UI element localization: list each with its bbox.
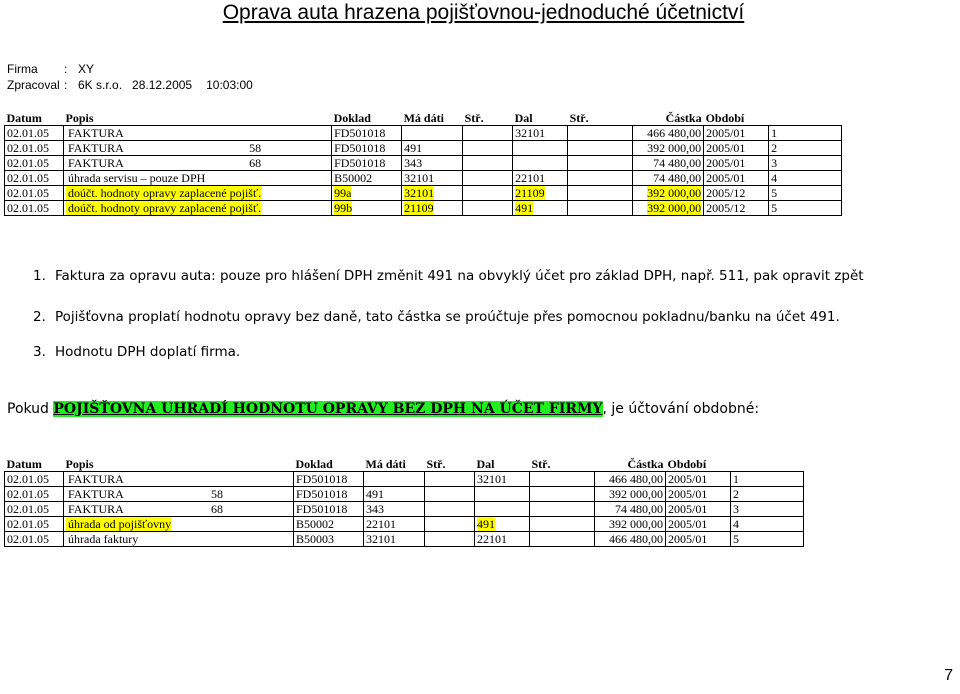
cell-madati-value: 32101: [404, 186, 435, 200]
note-number: 2.: [33, 309, 46, 325]
cell-castka-value: 74 480,00: [653, 171, 702, 185]
column-header-castka: Částka: [665, 110, 702, 125]
cell-doklad: [294, 532, 364, 547]
cell-madati-value: 22101: [366, 517, 396, 531]
cell-popis-number: [261, 126, 329, 140]
cell-doklad: [332, 171, 402, 186]
cell-cislo-value: 4: [771, 171, 778, 185]
cell-madati: [364, 502, 425, 517]
cell-popis-text: doúčt. hodnoty opravy zaplacené pojišť.: [68, 201, 262, 215]
column-header-madati: Má dáti: [365, 456, 406, 471]
cell-obdobi: [666, 517, 731, 532]
cell-castka: [633, 186, 704, 201]
note-item: [33, 268, 864, 284]
cell-castka-value: 392 000,00: [647, 186, 702, 200]
cell-popis-number: 68: [211, 502, 223, 516]
cell-castka: [595, 487, 666, 502]
cell-datum: [5, 186, 64, 201]
cell-popis-number: [261, 171, 329, 185]
cell-obdobi-value: 2005/01: [706, 171, 746, 185]
table-row: [5, 186, 842, 201]
cell-datum: [5, 517, 64, 532]
cell-doklad-value: FD501018: [334, 156, 386, 170]
cell-doklad: [332, 201, 402, 216]
cell-str2: [568, 126, 633, 141]
cell-str1: [425, 502, 475, 517]
column-header-castka: Částka: [627, 456, 664, 471]
zpracoval-label: Zpracoval: [7, 78, 60, 92]
cell-cislo: [769, 186, 842, 201]
cell-datum: [5, 472, 64, 487]
processing-date: 28.12.2005: [132, 78, 193, 92]
cell-madati-value: 491: [404, 141, 423, 155]
cell-popis-number: 58: [211, 487, 223, 501]
cell-dal-value: 491: [515, 201, 534, 215]
cell-datum: [5, 502, 64, 517]
cell-popis-text: úhrada od pojišťovny: [68, 517, 172, 531]
cell-doklad-value: FD501018: [296, 487, 348, 501]
cell-doklad-value: FD501018: [296, 472, 348, 486]
cell-obdobi: [704, 126, 769, 141]
cell-madati-value: 32101: [366, 532, 396, 546]
cell-dal-value: 32101: [515, 126, 546, 140]
firma-row: [7, 61, 253, 77]
cell-castka: [633, 171, 704, 186]
note-text: Pojišťovna proplatí hodnotu opravy bez daně, tato částka se proúčtuje přes pomocnou pokladnu/banku na účet 491.: [55, 309, 840, 325]
note-item: [33, 344, 240, 360]
cell-datum: [5, 141, 64, 156]
cell-str1: [425, 532, 475, 547]
cell-castka-value: 466 480,00: [647, 126, 702, 140]
table-row: [5, 472, 804, 487]
column-header-obdobi: Období: [667, 456, 707, 471]
cell-obdobi: [666, 472, 731, 487]
cell-madati-value: 491: [366, 487, 384, 501]
cell-doklad-value: B50003: [296, 532, 335, 546]
cell-dal-value: 21109: [515, 186, 545, 200]
page-title: Oprava auta hrazena pojišťovnou-jednoduché účetnictví: [222, 1, 745, 24]
cell-popis-text: FAKTURA: [68, 126, 124, 140]
table-row: [5, 532, 804, 547]
cell-cislo: [769, 156, 842, 171]
cell-madati: [402, 201, 463, 216]
policy-sentence: [7, 401, 759, 417]
cell-popis-text: FAKTURA: [68, 487, 124, 501]
cell-cislo: [769, 201, 842, 216]
column-header-dal: Dal: [476, 456, 495, 471]
ledger-table-2: [4, 454, 804, 547]
cell-popis-text: úhrada servisu – pouze DPH: [68, 171, 206, 185]
cell-str1: [463, 156, 513, 171]
column-header-str1: Stř.: [464, 110, 484, 125]
cell-datum: [5, 487, 64, 502]
cell-popis-text: FAKTURA: [68, 156, 124, 170]
cell-cislo: [731, 487, 804, 502]
cell-doklad-value: 99a: [334, 186, 352, 200]
note-text: Hodnotu DPH doplatí firma.: [55, 344, 241, 360]
cell-castka-value: 466 480,00: [609, 532, 663, 546]
cell-str2: [530, 532, 595, 547]
cell-castka-value: 466 480,00: [609, 472, 663, 486]
cell-datum-value: 02.01.05: [7, 201, 49, 215]
cell-str1: [425, 472, 475, 487]
cell-cislo: [769, 171, 842, 186]
cell-madati: [364, 472, 425, 487]
cell-str1: [463, 126, 513, 141]
firma-separator: :: [64, 62, 68, 76]
cell-obdobi: [704, 201, 769, 216]
cell-cislo: [731, 517, 804, 532]
column-header-str2: Stř.: [531, 456, 551, 471]
cell-doklad: [332, 186, 402, 201]
cell-cislo-value: 5: [771, 201, 778, 215]
cell-datum-value: 02.01.05: [7, 171, 49, 185]
firma-label: Firma: [7, 62, 38, 76]
cell-castka-value: 392 000,00: [647, 201, 702, 215]
cell-popis: [64, 126, 332, 141]
cell-castka: [595, 502, 666, 517]
cell-obdobi: [704, 186, 769, 201]
cell-obdobi-value: 2005/12: [706, 186, 746, 200]
cell-cislo: [769, 141, 842, 156]
cell-castka: [595, 517, 666, 532]
cell-popis-number: [261, 201, 329, 215]
cell-castka-value: 392 000,00: [609, 517, 663, 531]
cell-datum-value: 02.01.05: [7, 517, 49, 531]
cell-castka: [633, 126, 704, 141]
cell-obdobi-value: 2005/01: [668, 487, 708, 501]
cell-madati: [402, 126, 463, 141]
cell-dal-value: 22101: [477, 532, 507, 546]
cell-popis-number: [261, 186, 329, 200]
cell-popis-text: doúčt. hodnoty opravy zaplacené pojišť.: [68, 186, 262, 200]
cell-doklad-value: FD501018: [296, 502, 348, 516]
cell-doklad: [294, 517, 364, 532]
policy-prefix: Pokud: [7, 401, 54, 417]
cell-doklad-value: 99b: [334, 201, 353, 215]
cell-dal: [513, 126, 568, 141]
table-header-row: [5, 108, 842, 126]
cell-str2: [568, 171, 633, 186]
cell-datum: [5, 532, 64, 547]
table-row: [5, 171, 842, 186]
cell-cislo: [731, 532, 804, 547]
table-row: [5, 141, 842, 156]
table-row: [5, 126, 842, 141]
table-row: [5, 156, 842, 171]
cell-doklad: [294, 502, 364, 517]
ledger-table-1: [4, 108, 842, 216]
cell-cislo: [769, 126, 842, 141]
cell-doklad-value: B50002: [296, 517, 335, 531]
cell-popis: [64, 517, 294, 532]
cell-dal: [513, 186, 568, 201]
cell-str1: [463, 141, 513, 156]
policy-suffix: , je účtování obdobné:: [602, 401, 760, 417]
cell-obdobi-value: 2005/01: [706, 126, 746, 140]
cell-dal-value: 32101: [477, 472, 507, 486]
cell-doklad-value: FD501018: [334, 141, 386, 155]
cell-obdobi-value: 2005/01: [668, 472, 708, 486]
cell-madati-value: 343: [366, 502, 384, 516]
policy-highlight: POJIŠŤOVNA UHRADÍ HODNOTU OPRAVY BEZ DPH NA ÚČET FIRMY: [53, 401, 603, 417]
cell-madati: [402, 141, 463, 156]
cell-doklad-value: FD501018: [334, 126, 386, 140]
cell-dal: [513, 156, 568, 171]
cell-castka-value: 74 480,00: [653, 156, 702, 170]
column-header-obdobi: Období: [705, 110, 745, 125]
cell-cislo-value: 1: [771, 126, 778, 140]
cell-str1: [463, 201, 513, 216]
table-row: [5, 487, 804, 502]
cell-doklad-value: B50002: [334, 171, 373, 185]
document-header: [7, 61, 253, 93]
cell-datum-value: 02.01.05: [7, 487, 49, 501]
cell-cislo-value: 4: [733, 517, 739, 531]
cell-cislo: [731, 502, 804, 517]
column-header-popis: Popis: [65, 110, 94, 125]
cell-obdobi: [704, 141, 769, 156]
cell-madati-value: 21109: [404, 201, 434, 215]
cell-doklad: [294, 472, 364, 487]
column-header-str2: Stř.: [569, 110, 589, 125]
cell-popis: [64, 472, 294, 487]
column-header-doklad: Doklad: [333, 110, 371, 125]
cell-cislo-value: 2: [771, 141, 778, 155]
cell-popis-number: [223, 472, 291, 486]
cell-obdobi-value: 2005/12: [706, 201, 746, 215]
column-header-doklad: Doklad: [295, 456, 333, 471]
cell-datum-value: 02.01.05: [7, 156, 49, 170]
cell-popis: [64, 156, 332, 171]
cell-castka: [595, 472, 666, 487]
cell-str2: [530, 487, 595, 502]
cell-dal: [475, 532, 530, 547]
cell-dal: [513, 141, 568, 156]
cell-str1: [425, 487, 475, 502]
column-header-popis: Popis: [65, 456, 94, 471]
cell-popis: [64, 171, 332, 186]
cell-obdobi-value: 2005/01: [668, 517, 708, 531]
column-header-cislo: [769, 108, 842, 126]
cell-dal: [475, 487, 530, 502]
cell-popis-text: FAKTURA: [68, 141, 124, 155]
cell-cislo-value: 3: [771, 156, 778, 170]
column-header-str1: Stř.: [426, 456, 446, 471]
cell-obdobi: [666, 502, 731, 517]
cell-datum-value: 02.01.05: [7, 186, 49, 200]
cell-datum: [5, 126, 64, 141]
cell-obdobi: [666, 532, 731, 547]
table-row: [5, 502, 804, 517]
cell-cislo-value: 1: [733, 472, 739, 486]
cell-madati: [364, 517, 425, 532]
cell-obdobi-value: 2005/01: [668, 532, 708, 546]
cell-castka: [633, 141, 704, 156]
column-header-dal: Dal: [514, 110, 533, 125]
cell-obdobi: [666, 487, 731, 502]
cell-str1: [463, 171, 513, 186]
cell-popis: [64, 141, 332, 156]
cell-str2: [568, 156, 633, 171]
cell-str2: [530, 517, 595, 532]
cell-castka: [633, 201, 704, 216]
cell-obdobi-value: 2005/01: [706, 156, 746, 170]
cell-cislo-value: 5: [771, 186, 778, 200]
zpracoval-row: [7, 77, 253, 93]
cell-popis-number: 68: [249, 156, 262, 170]
cell-castka: [595, 532, 666, 547]
cell-madati-value: 343: [404, 156, 423, 170]
cell-dal-value: 22101: [515, 171, 546, 185]
cell-dal: [475, 472, 530, 487]
cell-madati: [402, 171, 463, 186]
cell-popis-number: 58: [249, 141, 262, 155]
cell-str1: [425, 517, 475, 532]
column-header-madati: Má dáti: [403, 110, 444, 125]
column-header-datum: Datum: [6, 456, 42, 471]
cell-cislo-value: 5: [733, 532, 739, 546]
zpracoval-value: 6K s.r.o.: [78, 78, 123, 92]
cell-str2: [530, 502, 595, 517]
cell-madati-value: 32101: [404, 171, 435, 185]
cell-castka-value: 392 000,00: [609, 487, 663, 501]
cell-madati: [364, 487, 425, 502]
cell-dal: [513, 171, 568, 186]
cell-str2: [568, 201, 633, 216]
cell-popis: [64, 502, 294, 517]
note-text: Faktura za opravu auta: pouze pro hlášení DPH změnit 491 na obvyklý účet pro základ DPH, např. 511, pak opravit zpět: [55, 268, 864, 284]
cell-datum-value: 02.01.05: [7, 472, 49, 486]
cell-popis: [64, 532, 294, 547]
column-header-cislo: [731, 454, 804, 472]
cell-str2: [530, 472, 595, 487]
cell-popis: [64, 487, 294, 502]
cell-dal: [475, 517, 530, 532]
cell-dal-value: 491: [477, 517, 495, 531]
cell-popis-number: [223, 517, 291, 531]
cell-str2: [568, 186, 633, 201]
cell-popis-text: FAKTURA: [68, 502, 124, 516]
cell-castka: [633, 156, 704, 171]
cell-popis-text: úhrada faktury: [68, 532, 139, 546]
cell-dal: [475, 502, 530, 517]
cell-doklad: [332, 156, 402, 171]
cell-doklad: [332, 126, 402, 141]
cell-madati: [402, 186, 463, 201]
cell-dal: [513, 201, 568, 216]
note-item: [33, 309, 840, 325]
note-number: 1.: [33, 268, 46, 284]
cell-madati: [402, 156, 463, 171]
cell-doklad: [332, 141, 402, 156]
firma-value: XY: [78, 62, 95, 76]
cell-popis-number: [223, 532, 291, 546]
cell-datum-value: 02.01.05: [7, 126, 49, 140]
cell-datum: [5, 171, 64, 186]
cell-cislo-value: 3: [733, 502, 739, 516]
cell-castka-value: 74 480,00: [615, 502, 663, 516]
cell-madati: [364, 532, 425, 547]
cell-cislo: [731, 472, 804, 487]
table-row: [5, 517, 804, 532]
cell-datum: [5, 156, 64, 171]
cell-datum-value: 02.01.05: [7, 141, 49, 155]
table-row: [5, 201, 842, 216]
cell-datum: [5, 201, 64, 216]
cell-popis-text: FAKTURA: [68, 472, 124, 486]
cell-str2: [568, 141, 633, 156]
zpracoval-separator: :: [64, 78, 68, 92]
processing-time: 10:03:00: [206, 78, 253, 92]
page-number: 7: [944, 667, 953, 684]
cell-obdobi-value: 2005/01: [706, 141, 746, 155]
column-header-datum: Datum: [6, 110, 42, 125]
cell-cislo-value: 2: [733, 487, 739, 501]
cell-doklad: [294, 487, 364, 502]
cell-obdobi: [704, 171, 769, 186]
table-header-row: [5, 454, 804, 472]
cell-castka-value: 392 000,00: [647, 141, 702, 155]
cell-str1: [463, 186, 513, 201]
cell-popis: [64, 186, 332, 201]
cell-obdobi-value: 2005/01: [668, 502, 708, 516]
cell-popis: [64, 201, 332, 216]
note-number: 3.: [33, 344, 46, 360]
cell-datum-value: 02.01.05: [7, 502, 49, 516]
cell-obdobi: [704, 156, 769, 171]
cell-datum-value: 02.01.05: [7, 532, 49, 546]
